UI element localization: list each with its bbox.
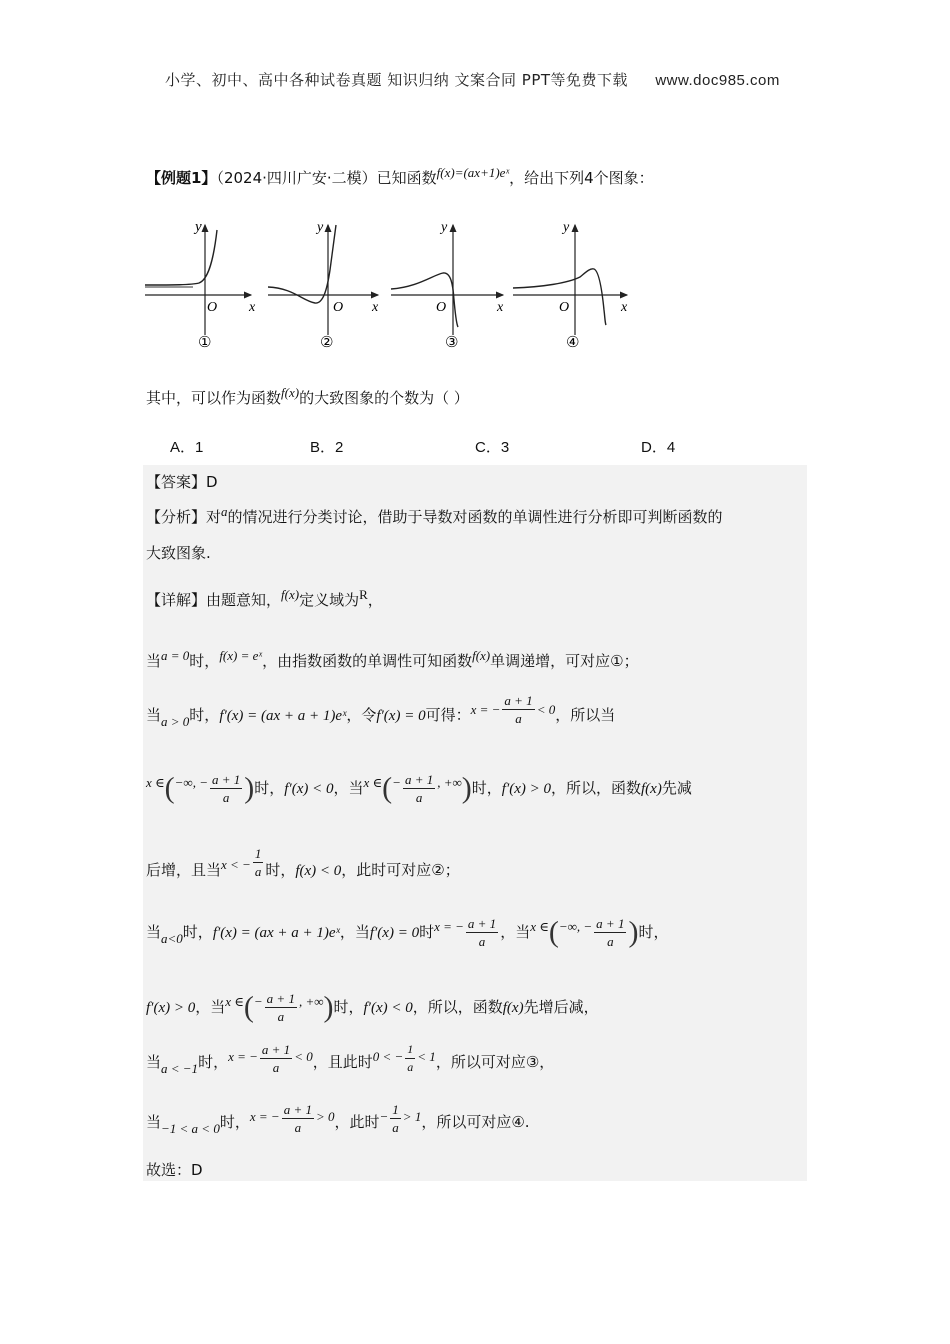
case-a-less-minus-one: 当a < −1时，x = − $\frac{a + 1}{a}$ < 0，且此时0 < − $\frac{1}{a}$ < 1，所以可对应③， <box>146 1042 555 1076</box>
question-post: 的大致图象的个数为（ ） <box>299 389 469 407</box>
solution-panel <box>143 465 807 1181</box>
header-site: www.doc985.com <box>655 72 780 89</box>
graph-4-o: O <box>559 300 570 315</box>
option-c[interactable]: C．3 <box>475 439 510 456</box>
case-a-zero: 当a = 0时，f(x) = eˣ，由指数函数的单调性可知函数f(x)单调递增，可对应①； <box>146 648 639 670</box>
graph-1-o: O <box>207 300 218 315</box>
graph-1-y: y <box>195 219 202 235</box>
case-between: 当−1 < a < 0时，x = − $\frac{a + 1}{a}$ > 0，此时− $\frac{1}{a}$ > 1，所以可对应④. <box>146 1102 530 1136</box>
graph-1-x: x <box>249 300 256 315</box>
function-graphs <box>143 215 633 355</box>
problem-statement <box>146 167 654 188</box>
final-answer: 故选：D <box>146 1161 203 1179</box>
graph-3-label: ③ <box>445 333 459 351</box>
answer-line: 【答案】D <box>146 473 218 491</box>
graph-3-o: O <box>436 300 447 315</box>
question-fx: f(x) <box>281 385 300 400</box>
graph-2 <box>268 220 379 351</box>
question-pre: 其中，可以作为函数 <box>146 389 282 407</box>
detail-line: 【详解】由题意知，f(x)定义域为R， <box>146 587 383 609</box>
problem-source: （2024·四川广安·二模）已知函数 <box>216 169 437 187</box>
question-line <box>146 387 469 408</box>
graph-4-x: x <box>621 300 628 315</box>
case-increase-decrease: f′(x) > 0，当x ∈(− $\frac{a + 1}{a}$ , +∞)时，f′(x) < 0，所以，函数f(x)先增后减， <box>146 990 599 1024</box>
problem-function: f(x)=(ax+1)eˣ <box>436 165 510 180</box>
option-a[interactable]: A．1 <box>170 439 204 456</box>
problem-label: 【例题1】 <box>146 169 217 187</box>
graph-1-label: ① <box>198 333 212 351</box>
header-text: 小学、初中、高中各种试卷真题 知识归纳 文案合同 PPT等免费下载 <box>165 71 629 89</box>
page-header <box>165 69 780 90</box>
graph-4 <box>513 220 628 351</box>
option-b[interactable]: B．2 <box>310 439 344 456</box>
case-intervals: x ∈(−∞, − $\frac{a + 1}{a}$ )时，f′(x) < 0，当x ∈(− $\frac{a + 1}{a}$ , +∞)时，f′(x) > 0，所以，函数f(x)先减 <box>146 771 692 805</box>
graph-3-x: x <box>497 300 504 315</box>
graph-3 <box>391 220 504 351</box>
analysis-line-2: 大致图象. <box>146 544 211 562</box>
graph-2-x: x <box>372 300 379 315</box>
graph-2-o: O <box>333 300 344 315</box>
case-a-positive: 当a > 0时，f′(x) = (ax + a + 1)eˣ，令f′(x) = 0可得：x = − $\frac{a + 1}{a}$ < 0，所以当 <box>146 693 616 729</box>
analysis-line-1: 【分析】对a的情况进行分类讨论，借助于导数对函数的单调性进行分析即可判断函数的 <box>146 504 723 526</box>
graph-4-y: y <box>563 220 570 235</box>
graph-4-label: ④ <box>566 333 580 351</box>
case-decrease-increase: 后增，且当x < − $\frac{1}{a}$ 时，f(x) < 0，此时可对应②； <box>146 846 460 879</box>
option-d[interactable]: D．4 <box>641 439 676 456</box>
graph-2-label: ② <box>320 333 334 351</box>
graph-1 <box>145 219 256 351</box>
case-a-negative: 当a<0时，f′(x) = (ax + a + 1)eˣ，当f′(x) = 0时x = − $\frac{a + 1}{a}$ ，当x ∈(−∞, − $\frac{a + 1}{a}$ )时， <box>146 915 669 949</box>
graph-3-y: y <box>441 220 448 235</box>
graph-2-y: y <box>317 220 324 235</box>
problem-after: ，给出下列4个图象： <box>509 169 654 187</box>
